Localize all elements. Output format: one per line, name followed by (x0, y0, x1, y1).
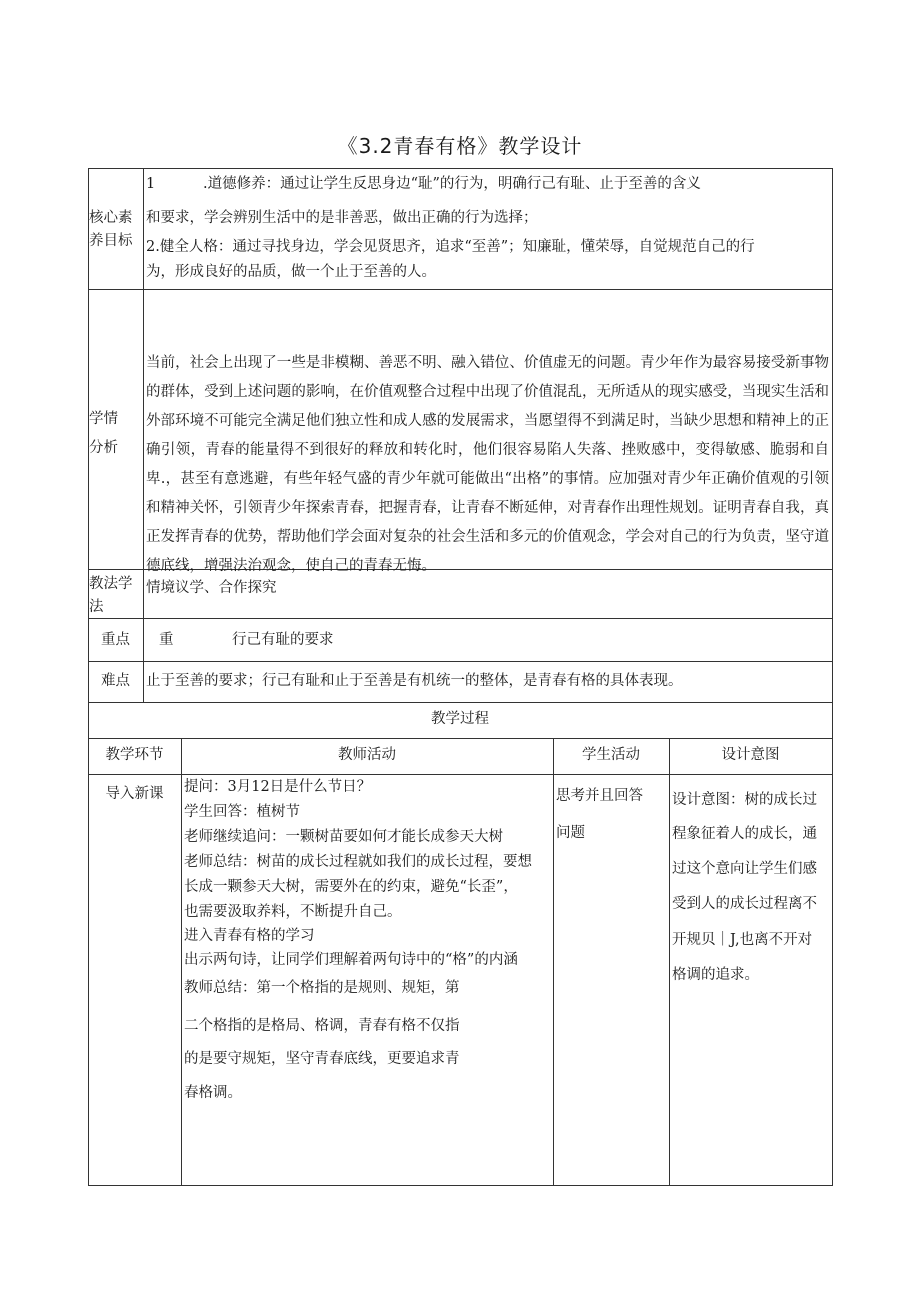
teacher-line: 老师继续追问：一颗树苗要如何才能长成参天大树 (184, 829, 503, 845)
process-heading: 教学过程 (431, 711, 489, 727)
col-header-teacher: 教师活动 (338, 747, 396, 763)
key-point-prefix: 重 (159, 632, 174, 648)
key-point-text: 行己有耻的要求 (232, 632, 334, 648)
method-label: 教法学 法 (89, 576, 133, 615)
row-divider (88, 702, 832, 703)
column-divider (669, 738, 670, 1186)
teacher-line: 长成一颗参天大树，需要外在的约束，避免“长歪”， (184, 879, 518, 895)
teacher-line: 也需要汲取养料，不断提升自己。 (184, 904, 402, 920)
teacher-line: 出示两句诗，让同学们理解着两句诗中的“格”的内涵 (184, 952, 518, 968)
goal-item-1-number: 1 (146, 176, 156, 192)
col-header-stage: 教学环节 (105, 747, 164, 763)
goal-item-1-text: .道德修养：通过让学生反思身边“耻”的行为，明确行己有耻、止于至善的含义 (203, 176, 701, 192)
goal-item-2-line-2: 为，形成良好的品质，做一个止于至善的人。 (146, 264, 436, 280)
teacher-line: 进入青春有格的学习 (184, 928, 315, 944)
design-line: 开规贝｜J,也离不开对 (672, 932, 813, 948)
document-title: 《3.2青春有格》教学设计 (337, 134, 583, 158)
col-header-student: 学生活动 (582, 747, 640, 763)
difficulty-text: 止于至善的要求；行己有耻和止于至善是有机统一的整体，是青春有格的具体表现。 (146, 673, 683, 689)
method-text: 情境议学、合作探究 (146, 580, 277, 596)
key-point-label: 重点 (101, 632, 130, 648)
row-divider (88, 618, 832, 619)
teacher-line: 的是要守规矩，坚守青春底线，更要追求青 (184, 1051, 460, 1067)
teacher-line: 春格调。 (184, 1085, 242, 1101)
teacher-line: 老师总结：树苗的成长过程就如我们的成长过程，要想 (184, 854, 532, 870)
analysis-label: 学情 分析 (89, 411, 118, 456)
analysis-text: 当前，社会上出现了一些是非模糊、善恶不明、融入错位、价值虚无的问题。青少年作为最容易接受新事物的群体，受到上述问题的影响，在价值观整合过程中出现了价值混乱，无所适从的现实感受，当现实生活和外部环境不可能完全满足他们独立性和成人感的发展需求，当愿望得不到满足时，当缺少思想和精神上的正确引领，青春的能量得不到很好的释放和转化时，他们很容易陷人失落、挫败感中，变得敏感、脆弱和自卑.，甚至有意逃避，有些年轻气盛的青少年就可能做出“出格”的事情。应加强对青少年正确价值观的引领和精神关怀，引领青少年探索青春，把握青春，让青春不断延伸，对青春作出理性规划。证明青春自我，真正发挥青春的优势，帮助他们学会面对复杂的社会生活和多元的价值观念，学会对自己的行为负责，坚守道德底线，增强法治观念，使自己的青春无悔。 (146, 355, 829, 574)
column-divider (553, 738, 554, 1186)
row-divider (88, 661, 832, 662)
goals-label: 核心素 养目标 (89, 210, 133, 249)
difficulty-label: 难点 (101, 673, 130, 689)
row-divider (88, 774, 832, 775)
teacher-line: 学生回答：植树节 (184, 804, 300, 820)
design-line: 设计意图：树的成长过 (672, 792, 817, 808)
row-divider (88, 738, 832, 739)
col-header-design: 设计意图 (721, 747, 780, 763)
student-line: 问题 (556, 825, 585, 841)
design-line: 过这个意向让学生们感 (672, 861, 817, 877)
row-divider (88, 289, 832, 290)
goal-item-1-continued: 和要求，学会辨别生活中的是非善恶，做出正确的行为选择； (146, 210, 538, 226)
student-line: 思考并且回答 (556, 788, 643, 804)
design-line: 格调的追求。 (672, 967, 759, 983)
design-line: 程象征着人的成长，通 (672, 826, 817, 842)
teacher-line: 提问：3月12日是什么节日？ (184, 779, 372, 795)
teacher-line: 二个格指的是格局、格调，青春有格不仅指 (184, 1018, 460, 1034)
teacher-line: 教师总结：第一个格指的是规则、规矩，第 (184, 980, 460, 996)
design-line: 受到人的成长过程离不 (672, 896, 817, 912)
stage-cell: 导入新课 (105, 786, 164, 802)
column-divider (181, 738, 182, 1186)
column-divider (143, 168, 144, 702)
goal-item-2-line-1: 2.健全人格：通过寻找身边，学会见贤思齐，追求“至善”；知廉耻，懂荣辱，自觉规范自己的行 (146, 239, 755, 255)
